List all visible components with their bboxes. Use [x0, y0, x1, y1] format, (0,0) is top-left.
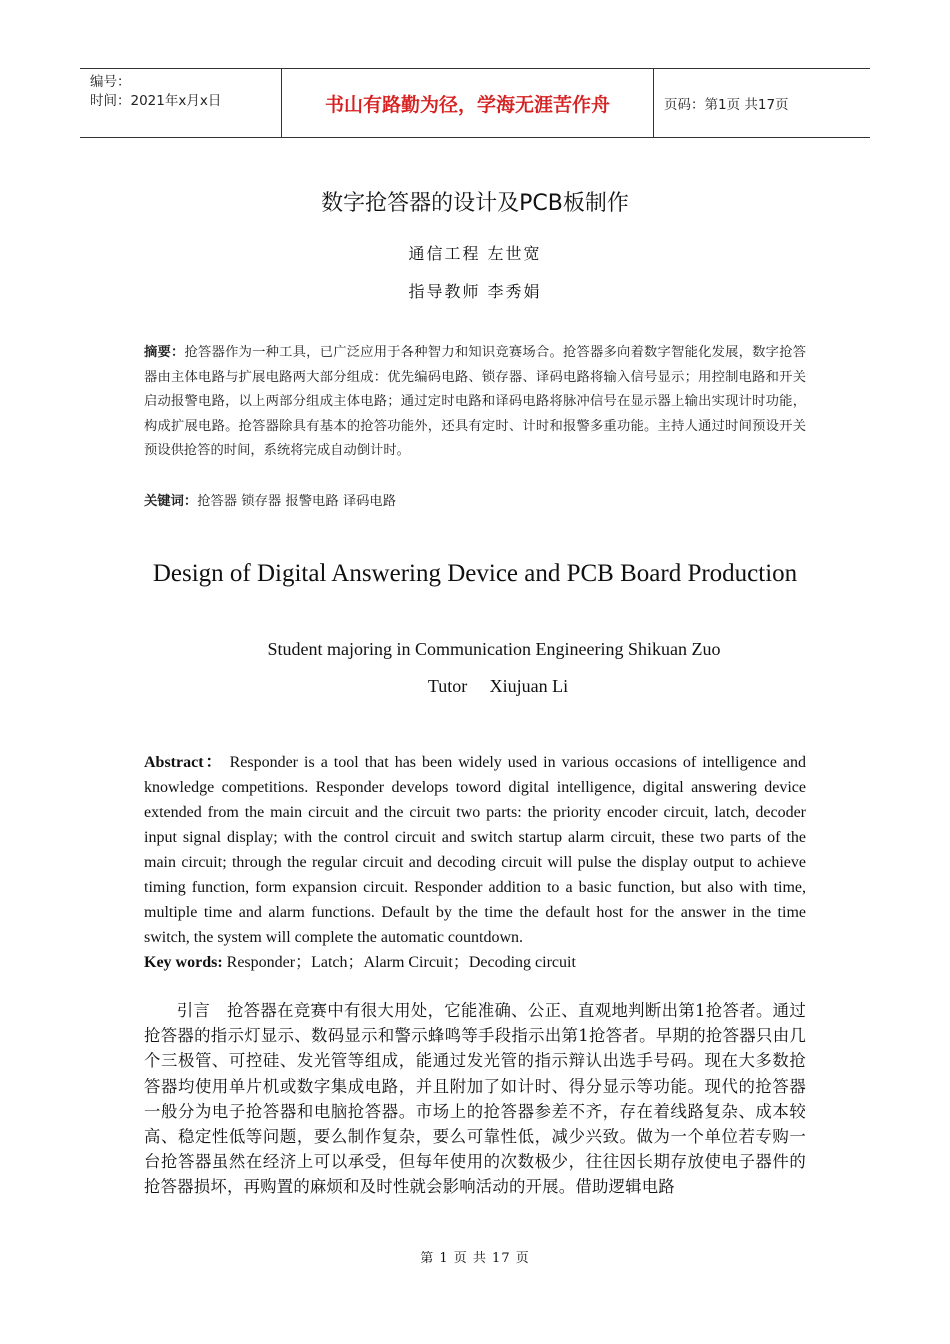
abstract-en-label: Abstract：: [144, 754, 224, 771]
author-cn-line2: 指导教师 李秀娟: [408, 282, 542, 301]
author-en-line1: Student majoring in Communication Engineering Shikuan Zuo: [267, 639, 721, 659]
abstract-cn: [144, 341, 806, 464]
header-time-label: 时间：2021年x月x日: [90, 93, 222, 109]
title-cn: 数字抢答器的设计及PCB板制作: [321, 191, 629, 216]
page-header: [80, 68, 870, 138]
author-cn-line1: 通信工程 左世宽: [408, 244, 542, 263]
header-meta: [80, 69, 282, 137]
abstract-cn-text: 抢答器作为一种工具，已广泛应用于各种智力和知识竞赛场合。抢答器多向着数字智能化发展，数字抢答器由主体电路与扩展电路两大部分组成：优先编码电路、锁存器、译码电路将输入信号显示；用控制电路和开关启动报警电路，以上两部分组成主体电路；通过定时电路和译码电路将脉冲信号在显示器上输出实现计时功能，构成扩展电路。抢答器除具有基本的抢答功能外，还具有定时、计时和报警多重功能。主持人通过时间预设开关预设供抢答的时间，系统将完成自动倒计时。: [144, 345, 807, 459]
keywords-en-label: Key words:: [144, 954, 223, 971]
header-page-info: 页码：第1页 共17页: [664, 97, 789, 113]
keywords-cn-text: 抢答器 锁存器 报警电路 译码电路: [197, 494, 397, 509]
keywords-cn: [144, 490, 806, 514]
page-footer: 第 1 页 共 17 页: [420, 1251, 530, 1266]
header-code-label: 编号：: [90, 74, 131, 90]
abstract-en-text: Responder is a tool that has been widely used in various occasions of intelligence and knowledge competitions. Responder develops toword digital intelligence, digital answering device extended from the main circuit and the circuit two parts: the priority encoder circuit, latch, decoder input signal display; with the control circuit and switch startup alarm circuit, these two parts of the main circuit; through the regular circuit and decoding circuit will pulse the display output to achieve timing function, form expansion circuit. Responder addition to a basic function, but also with time, multiple time and alarm functions. Default by the time the default host for the answer in the time switch, the system will complete the automatic countdown.: [144, 754, 806, 946]
abstract-cn-label: 摘要：: [144, 345, 185, 360]
title-en: Design of Digital Answering Device and PCB Board Production: [152, 560, 798, 587]
body-paragraph: 引言 抢答器在竞赛中有很大用处，它能准确、公正、直观地判断出第1抢答者。通过抢答器的指示灯显示、数码显示和警示蜂鸣等手段指示出第1抢答者。早期的抢答器只由几个三极管、可控硅、发光管等组成，能通过发光管的指示辩认出选手号码。现在大多数抢答器均使用单片机或数字集成电路，并且附加了如计时、得分显示等功能。现代的抢答器一般分为电子抢答器和电脑抢答器。市场上的抢答器参差不齐，存在着线路复杂、成本较高、稳定性低等问题，要么制作复杂，要么可靠性低，减少兴致。做为一个单位若专购一台抢答器虽然在经济上可以承受，但每年使用的次数极少，往往因长期存放使电子器件的抢答器损坏，再购置的麻烦和及时性就会影响活动的开展。借助逻辑电路: [144, 1001, 806, 1197]
keywords-en: [144, 950, 806, 975]
author-en-line2: Tutor Xiujuan Li: [427, 676, 569, 696]
keywords-en-text: Responder；Latch；Alarm Circuit；Decoding circuit: [222, 954, 576, 971]
header-motto: 书山有路勤为径，学海无涯苦作舟: [282, 69, 654, 137]
keywords-cn-label: 关键词：: [144, 494, 198, 509]
abstract-en: [144, 750, 806, 950]
